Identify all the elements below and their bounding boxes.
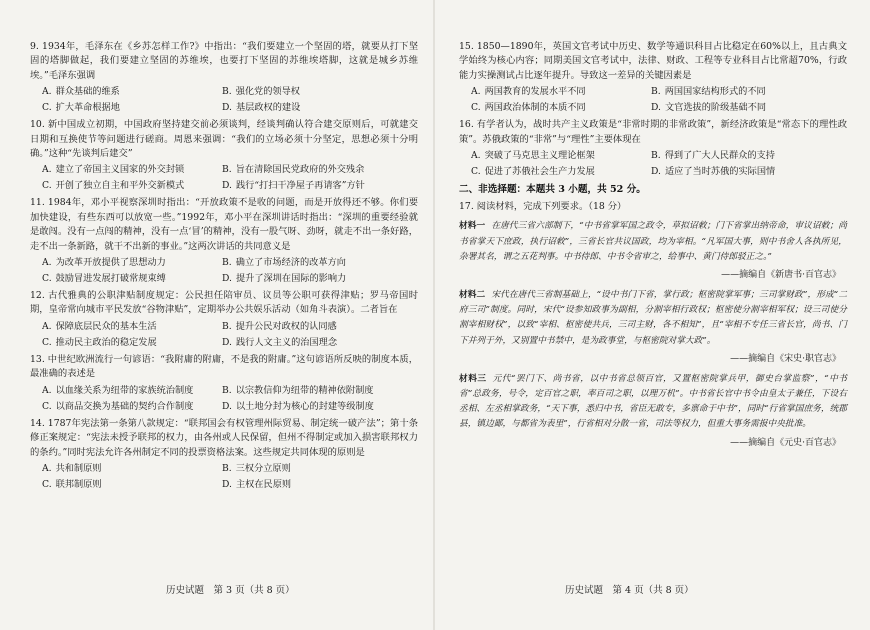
option-letter: C. (42, 336, 52, 348)
option-letter: B. (651, 150, 661, 162)
options-grid (42, 462, 418, 492)
option-b (222, 163, 422, 177)
option-letter: D. (651, 166, 661, 178)
material-label: 材料一 (459, 221, 486, 232)
option-b (222, 320, 422, 334)
option-letter: C. (42, 478, 52, 490)
option-letter: D. (222, 400, 232, 412)
question-block (30, 289, 418, 350)
option-letter: C. (42, 102, 52, 114)
material-label: 材料三 (459, 373, 487, 384)
question-block (30, 353, 418, 414)
option-b (222, 85, 422, 99)
option-text: 推动民主政治的稳定发展 (55, 336, 157, 348)
option-b (651, 85, 851, 99)
options-grid (42, 163, 418, 193)
option-a (42, 256, 222, 270)
option-letter: B. (651, 86, 661, 98)
option-text: 建立了帝国主义国家的外交封锁 (55, 164, 185, 176)
option-text: 提升了深圳在国际的影响力 (235, 273, 347, 285)
option-letter: A. (471, 86, 481, 98)
question-text: 11. 1984年，邓小平视察深圳时指出：“开放政策不是收的问题，而是开放得还不够。你们要加快建设，有些东西可以放宽一些。”1992年，邓小平在深圳讲话时指出：“深圳的重要经验就是敢闯。没有一点闯的精神，没有一点‘冒’的精神，没有一股气呀、劲呀，就走不出一条好路，走不出一条新路，就干不出新的事业。”这两次讲话的共同意义是 (30, 197, 418, 252)
option-d (222, 101, 422, 115)
option-letter: A. (42, 257, 52, 269)
options-grid (42, 384, 418, 414)
option-d (651, 101, 851, 115)
option-letter: A. (42, 320, 52, 332)
option-a (42, 85, 222, 99)
question-block (459, 40, 847, 115)
option-a (42, 384, 222, 398)
question-text: 16. 有学者认为，战时共产主义政策是“非常时期的非常政策”，新经济政策是“常态下的理性政策”。苏俄政策的“非常”与“理性”主要体现在 (459, 119, 847, 145)
option-text: 联邦制原则 (55, 478, 102, 490)
section-title: 二、非选择题：本题共 3 小题，共 52 分。 (459, 184, 646, 196)
option-d (222, 400, 422, 414)
material-content: 元代“罢门下、尚书省，以中书省总领百官，又置枢密院掌兵甲，御史台掌监察”，“中书省”总政务，号令，定百官之职，率百司之职，以理万机”。中书省长官中书令由皇太子兼任，下设右丞相、左丞相掌政务，“天下事，悉归中书，省臣无敢专，多禀命于中书”，同时“行省掌国庶务，统郡县，镇边鄙，与都省为表里”，行省相对分散一省，司法等权力，但重大事务需报中央批准。 (459, 373, 847, 430)
option-letter: A. (42, 164, 52, 176)
right-questions (459, 40, 847, 179)
question-text: 14. 1787年宪法第一条第八款规定：“联邦国会有权管理州际贸易、制定统一破产法”；第十条修正案规定：“宪法未授予联邦的权力，由各州或人民保留，但州不得制定或加入损害联邦权力的条约。”同时宪法允许各州制定不同的投票资格法案。这些规定共同体现的原则是 (30, 417, 418, 458)
options-grid (42, 320, 418, 350)
option-text: 三权分立原则 (235, 462, 291, 474)
question-text: 9. 1934年，毛泽东在《乡苏怎样工作?》中指出：“我们要建立一个坚固的塔，就要从打下坚固的塔脚做起，我们要建立坚固的苏维埃，也要打下坚固的苏维埃塔脚，这就是城乡苏维埃。”毛泽东强调 (30, 41, 418, 81)
option-letter: C. (471, 166, 481, 178)
option-a (42, 163, 222, 177)
option-letter: C. (42, 400, 52, 412)
option-text: 适应了当时苏俄的实际国情 (664, 166, 776, 178)
option-a (42, 320, 222, 334)
option-a (471, 149, 651, 163)
option-text: 开创了独立自主和平外交新模式 (55, 180, 185, 192)
option-letter: B. (222, 384, 232, 396)
option-a (42, 462, 222, 476)
option-letter: D. (222, 180, 232, 192)
option-d (222, 336, 422, 350)
question-17-title: 17. 阅读材料，完成下列要求。（18 分） (459, 201, 627, 213)
material-text (459, 219, 847, 265)
option-letter: A. (42, 86, 52, 98)
option-text: 得到了广大人民群众的支持 (664, 150, 775, 162)
option-text: 提升公民对政权的认同感 (235, 320, 337, 332)
option-letter: B. (222, 462, 232, 474)
options-grid (471, 149, 847, 179)
option-c (42, 272, 222, 286)
option-text: 鼓励冒进发展打破常规束缚 (55, 273, 166, 285)
option-text: 保障底层民众的基本生活 (55, 320, 157, 332)
option-text: 以血缘关系为纽带的家族统治制度 (55, 384, 194, 396)
option-letter: C. (42, 273, 52, 285)
question-text: 12. 古代雅典的公职津贴制度规定：公民担任陪审员、议员等公职可获得津贴；罗马帝国时期，皇帝常向城市平民发放“谷物津贴”，定期举办公共娱乐活动（如角斗表演）。二者旨在 (30, 290, 418, 316)
option-c (42, 478, 222, 492)
option-b (651, 149, 851, 163)
option-letter: B. (222, 86, 232, 98)
option-d (651, 165, 851, 179)
option-text: 确立了市场经济的改革方向 (235, 257, 346, 269)
option-text: 旨在清除国民党政府的外交残余 (235, 164, 365, 176)
option-b (222, 384, 422, 398)
right-column (459, 40, 847, 453)
option-b (222, 462, 422, 476)
material-content: 宋代在唐代三省制基础上，“设中书门下省，掌行政；枢密院掌军事；三司掌财政”，形成“二府三司”制度。同时，宋代“设参知政事为副相，分割宰相行政权；枢密使分割宰相军权；设三司使分割宰相财权”，以致“宰相、枢密使共兵，三司主财，各不相知”，且“宰相不专任三省长官，尚书、门下并列于外，又别置中书禁中，是为政事堂，与枢密院对掌大政”。 (459, 290, 848, 346)
options-grid (42, 256, 418, 286)
option-letter: C. (42, 180, 52, 192)
option-text: 两国国家结构形式的不同 (664, 86, 766, 98)
option-c (42, 336, 222, 350)
option-text: 践行“打扫干净屋子再请客”方针 (235, 180, 365, 192)
option-text: 主权在民原则 (235, 478, 292, 490)
materials (459, 219, 847, 450)
option-c (42, 101, 222, 115)
option-letter: C. (471, 102, 481, 114)
option-c (42, 400, 222, 414)
question-block (30, 40, 418, 115)
material-content: 在唐代三省六部制下，“中书省掌军国之政令，草拟诏敕；门下省掌出纳帝命，审议诏敕；尚书省掌天下庶政，执行诏敕”，三省长官共议国政，均为宰相。“凡军国大事，则中书舍人各执所见，杂署其名，谓之五花判事。中书侍郎、中书令省审之，给事中、黄门侍郎驳正之。” (459, 221, 847, 262)
option-d (222, 478, 422, 492)
option-letter: A. (471, 150, 481, 162)
option-c (471, 165, 651, 179)
option-text: 为改革开放提供了思想动力 (55, 257, 166, 269)
material-source: ——摘编自《新唐书·百官志》 (721, 270, 841, 281)
left-column (30, 40, 418, 495)
option-c (471, 101, 651, 115)
material-text (459, 372, 847, 433)
question-text: 13. 中世纪欧洲流行一句谚语：“我附庸的附庸，不是我的附庸。”这句谚语所反映的制度本质，最准确的表述是 (30, 353, 418, 380)
option-text: 两国政治体制的本质不同 (484, 102, 586, 114)
option-letter: D. (222, 102, 232, 114)
option-text: 文官选拔的阶级基础不同 (664, 102, 767, 114)
option-text: 两国教育的发展水平不同 (484, 86, 586, 98)
option-letter: B. (222, 164, 232, 176)
option-letter: B. (222, 320, 232, 332)
option-text: 以宗教信仰为纽带的精神依附制度 (235, 384, 374, 396)
material-block (459, 219, 847, 283)
material-source: ——摘编自《元史·百官志》 (730, 437, 841, 448)
option-letter: D. (222, 273, 232, 285)
page-footer: 历史试题 第 4 页（共 8 页） (565, 585, 694, 596)
material-text (459, 288, 847, 349)
option-c (42, 179, 222, 193)
question-text: 10. 新中国成立初期，中国政府坚持建交前必须谈判，经谈判确认符合建交原则后，可就建交日期和互换使节等问题进行磋商。周恩来强调：“我们的立场必须十分坚定，思想必须十分明确。”这种“先谈判后建交” (30, 119, 418, 160)
options-grid (42, 85, 418, 115)
option-text: 扩大革命根据地 (55, 102, 120, 114)
option-letter: D. (222, 336, 232, 348)
option-text: 突破了马克思主义理论框架 (484, 150, 595, 162)
question-block (459, 118, 847, 179)
option-b (222, 256, 422, 270)
options-grid (471, 85, 847, 115)
page-4 (435, 0, 870, 630)
material-source: ——摘编自《宋史·职官志》 (730, 353, 841, 364)
option-text: 以商品交换为基础的契约合作制度 (55, 400, 194, 412)
question-block (30, 196, 418, 286)
page-footer: 历史试题 第 3 页（共 8 页） (166, 585, 295, 596)
option-a (471, 85, 651, 99)
option-letter: D. (651, 102, 661, 114)
question-block (30, 118, 418, 193)
option-text: 群众基础的维系 (55, 86, 120, 98)
option-text: 践行人文主义的治国理念 (235, 336, 338, 348)
option-text: 促进了苏俄社会生产力发展 (484, 166, 595, 178)
option-letter: B. (222, 257, 232, 269)
option-text: 共和制原则 (55, 462, 102, 474)
option-text: 强化党的领导权 (235, 86, 300, 98)
option-letter: A. (42, 384, 52, 396)
option-d (222, 179, 422, 193)
material-block (459, 372, 847, 451)
option-d (222, 272, 422, 286)
question-text: 15. 1850—1890年，英国文官考试中历史、数学等通识科目占比稳定在60%以上，且古典文学始终为核心内容；同期美国文官考试中，法律、财政、工程等专业科目占比常超70%，行政能力实操测试占比逐年提升。导致这一差异的关键因素是 (459, 41, 847, 81)
option-text: 基层政权的建设 (235, 102, 301, 114)
material-label: 材料二 (459, 290, 486, 301)
material-block (459, 288, 847, 367)
question-block (30, 417, 418, 492)
option-text: 以土地分封为核心的封建等级制度 (235, 400, 374, 412)
option-letter: D. (222, 478, 232, 490)
option-letter: A. (42, 462, 52, 474)
